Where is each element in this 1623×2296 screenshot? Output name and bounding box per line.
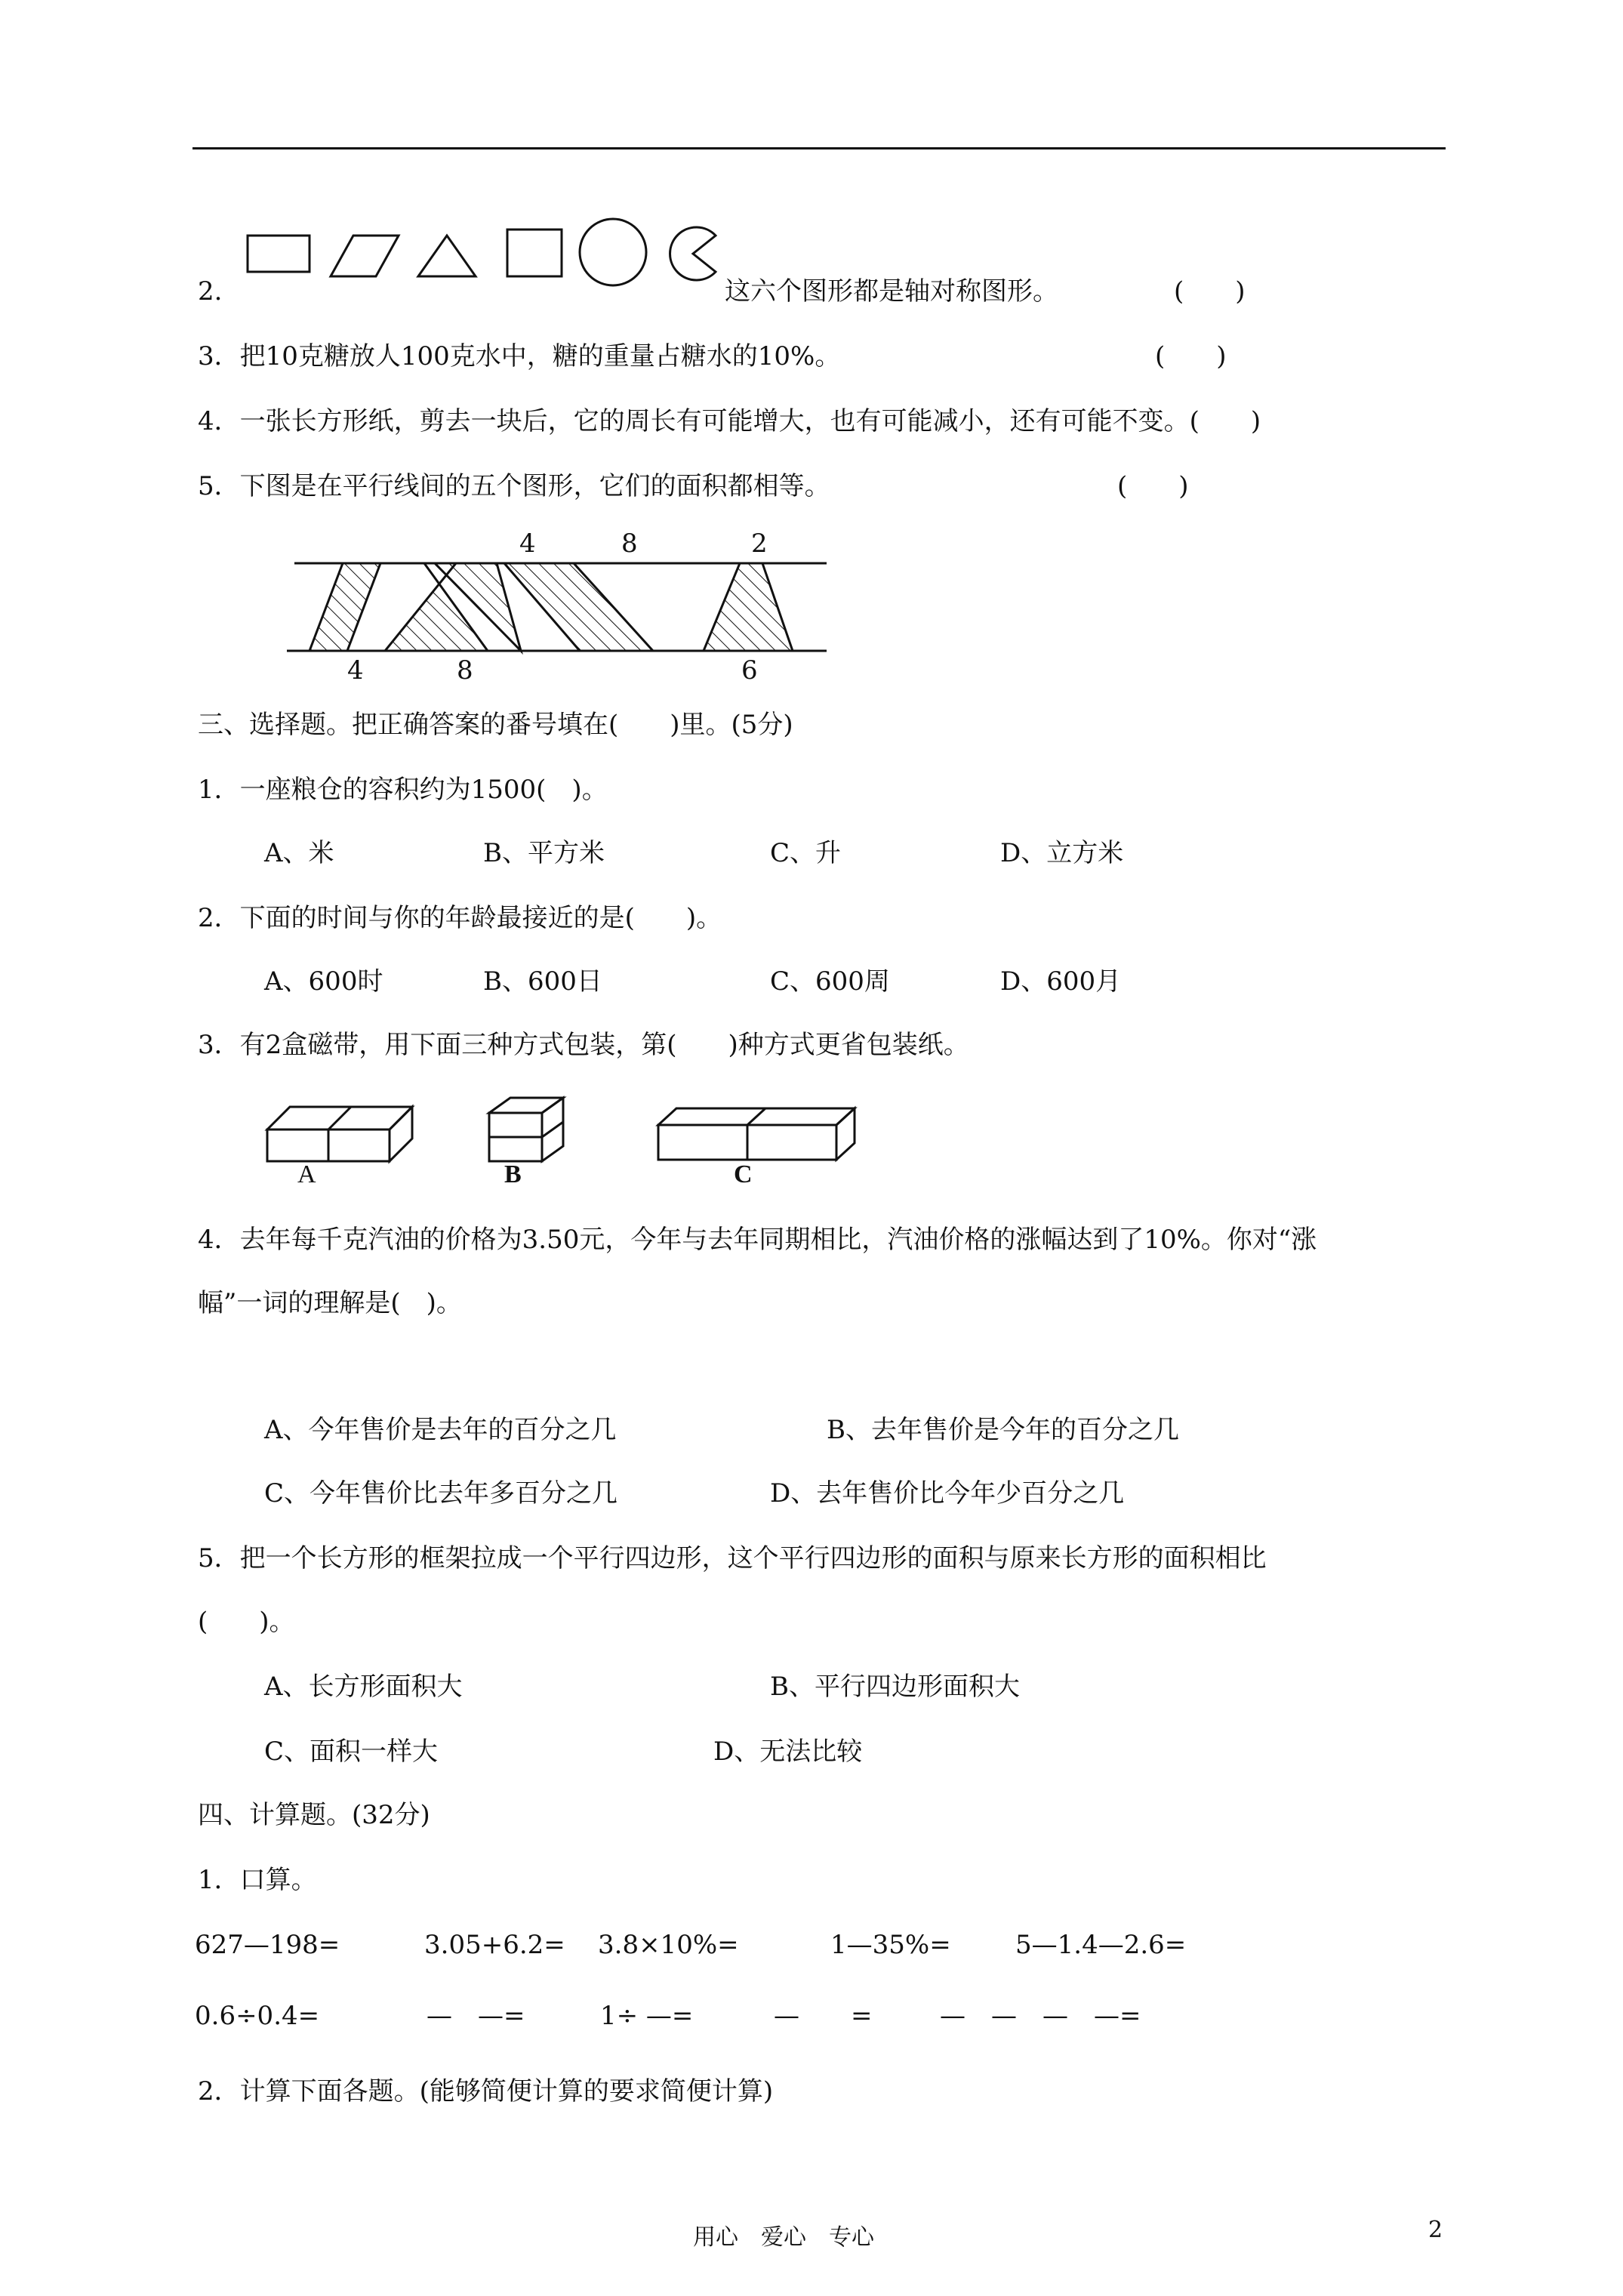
mc-q4-option-d[interactable]: D、去年售价比今年少百分之几 [770,1478,1125,1509]
rectangle-shape [248,236,310,272]
mc-q2-option-d[interactable]: D、600月 [1000,966,1122,997]
box-label-c: C [734,1160,753,1188]
figure-label-bottom-8: 8 [457,655,473,686]
calc-row2-item1: 0.6÷0.4= [195,2001,320,2031]
box-label-b: B [504,1160,522,1188]
mc-q4-text-line2: 幅”一词的理解是( )。 [198,1288,462,1318]
mc-q1-option-d[interactable]: D、立方米 [1000,838,1124,868]
mc-q2-option-a[interactable]: A、600时 [264,966,383,997]
mc-q3-text: 3．有2盒磁带，用下面三种方式包装，第( )种方式更省包装纸。 [198,1030,969,1060]
calc-row2-item4: — = [774,2001,873,2031]
figure-label-top-4: 4 [519,529,536,559]
calc-row2-item5: — — — —= [940,2001,1141,2031]
judge-q5-answer-paren[interactable]: ( ) [1117,471,1189,501]
box-option-a [267,1107,412,1161]
circle-shape [580,219,646,285]
hatched-parallelogram-1 [310,563,380,651]
judge-q3-answer-paren[interactable]: ( ) [1155,341,1227,371]
section4-title: 四、计算题。(32分) [198,1800,430,1830]
figure-label-bottom-6: 6 [741,655,758,686]
section3-title: 三、选择题。把正确答案的番号填在( )里。(5分) [198,710,793,740]
triangle-shape [418,236,476,276]
judge-q3-text: 3．把10克糖放人100克水中，糖的重量占糖水的10%。 [198,341,841,371]
calc-row2-item2: — —= [427,2001,525,2031]
calc-row2-item3: 1÷ —= [600,2001,694,2031]
mc-q2-option-b[interactable]: B、600日 [483,966,602,997]
parallelogram-shape [331,236,399,276]
judge-q2-number: 2. [198,276,223,307]
mc-q4-option-b[interactable]: B、去年售价是今年的百分之几 [827,1415,1179,1445]
mc-q2-text: 2．下面的时间与你的年龄最接近的是( )。 [198,903,722,933]
hatched-trapezoid-5 [704,563,793,651]
calc-row1-item4: 1—35%= [830,1930,951,1960]
judge-q2-text: 这六个图形都是轴对称图形。 [725,276,1058,307]
box-option-b [489,1098,563,1161]
packaging-boxes-figure [264,1095,898,1178]
calc-q2-text: 2．计算下面各题。(能够简便计算的要求简便计算) [198,2076,774,2106]
six-shapes-figure [242,219,732,294]
mc-q2-option-c[interactable]: C、600周 [770,966,890,997]
mc-q5-option-b[interactable]: B、平行四边形面积大 [770,1672,1020,1702]
figure-label-top-2: 2 [751,529,768,559]
figure-label-bottom-4: 4 [347,655,364,686]
calc-row1-item5: 5—1.4—2.6= [1015,1930,1187,1960]
hatched-parallelogram-4 [504,563,653,651]
mc-q4-option-a[interactable]: A、今年售价是去年的百分之几 [264,1415,617,1445]
footer-motto: 用心 爱心 专心 [693,2224,874,2251]
calc-q1-text: 1．口算。 [198,1865,317,1895]
box-option-c [658,1108,855,1160]
calc-row1-item2: 3.05+6.2= [424,1930,565,1960]
mc-q4-option-c[interactable]: C、今年售价比去年多百分之几 [264,1478,618,1509]
mc-q5-text-line1: 5．把一个长方形的框架拉成一个平行四边形，这个平行四边形的面积与原来长方形的面积相比 [198,1543,1267,1573]
calc-row1-item3: 3.8×10%= [598,1930,739,1960]
mc-q4-text-line1: 4．去年每千克汽油的价格为3.50元，今年与去年同期相比，汽油价格的涨幅达到了10%。你对“涨 [198,1225,1317,1255]
judge-q4-text: 4．一张长方形纸，剪去一块后，它的周长有可能增大，也有可能减小，还有可能不变。( ) [198,406,1261,436]
mc-q1-text: 1．一座粮仓的容积约为1500( )。 [198,775,608,805]
square-shape [507,230,562,276]
mc-q5-option-d[interactable]: D、无法比较 [713,1737,863,1767]
mc-q5-option-a[interactable]: A、长方形面积大 [264,1672,463,1702]
mc-q1-option-c[interactable]: C、升 [770,838,842,868]
mc-q1-option-b[interactable]: B、平方米 [483,838,605,868]
page-number: 2 [1428,2217,1443,2243]
box-label-a: A [297,1160,316,1188]
judge-q5-text: 5．下图是在平行线间的五个图形，它们的面积都相等。 [198,471,830,501]
mc-q5-option-c[interactable]: C、面积一样大 [264,1737,439,1767]
figure-label-top-8: 8 [621,529,638,559]
calc-row1-item1: 627—198= [195,1930,340,1960]
mc-q1-option-a[interactable]: A、米 [264,838,334,868]
pacman-shape [670,227,716,280]
mc-q5-text-line2: ( )。 [198,1607,295,1637]
judge-q2-answer-paren[interactable]: ( ) [1174,276,1246,307]
header-rule [192,147,1446,149]
